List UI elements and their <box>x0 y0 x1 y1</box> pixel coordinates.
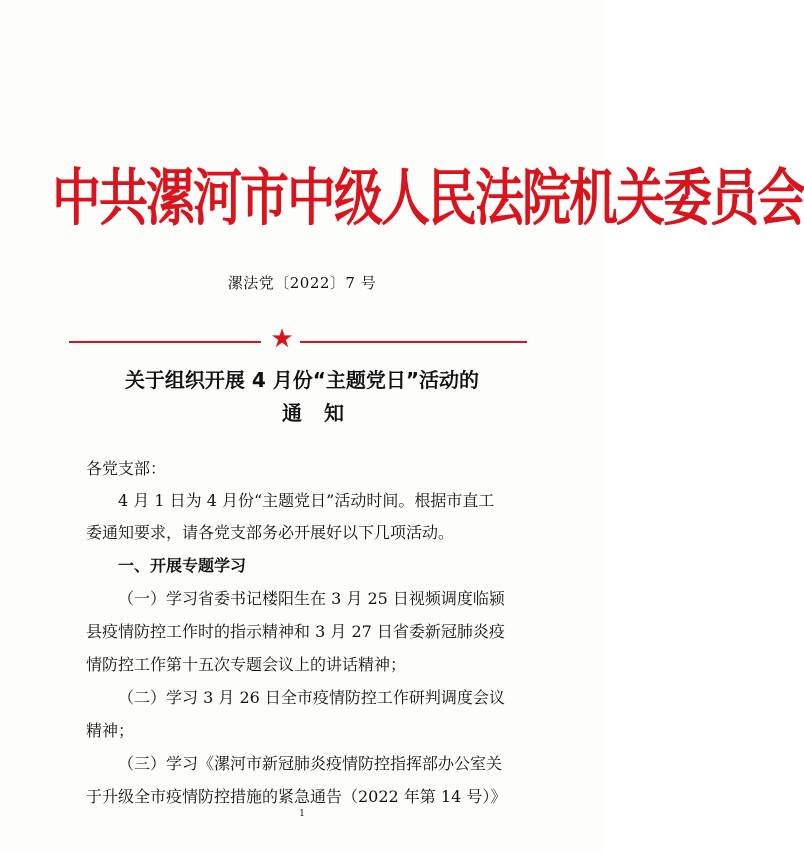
document-number: 漯法党〔2022〕7 号 <box>227 274 377 292</box>
red-divider-left <box>69 341 261 343</box>
notice-title-line-2: 通知 <box>282 401 366 425</box>
list-item-line: （二）学习 3 月 26 日全市疫情防控工作研判调度会议 <box>118 688 505 707</box>
salutation: 各党支部： <box>86 459 167 478</box>
notice-title-line-1: 关于组织开展 4 月份“主题党日”活动的 <box>124 368 480 392</box>
list-item-line: 于升级全市疫情防控措施的紧急通告（2022 年第 14 号）》 <box>86 787 507 806</box>
issuer-title: 中共漯河市中级人民法院机关委员会 <box>52 161 804 234</box>
list-item-line: 县疫情防控工作时的指示精神和 3 月 27 日省委新冠肺炎疫 <box>86 622 505 641</box>
list-item-line: （一）学习省委书记楼阳生在 3 月 25 日视频调度临颍 <box>118 589 505 608</box>
red-divider-right <box>300 341 527 343</box>
page-number: 1 <box>299 809 305 819</box>
list-item-line: 情防控工作第十五次专题会议上的讲话精神； <box>86 655 407 674</box>
section-heading: 一、开展专题学习 <box>118 556 247 575</box>
paragraph-line: 委通知要求，请各党支部务必开展好以下几项活动。 <box>86 523 455 542</box>
list-item-line: （三）学习《漯河市新冠肺炎疫情防控指挥部办公室关 <box>118 754 503 773</box>
list-item-line: 精神； <box>86 721 135 740</box>
star-icon: ★ <box>270 324 294 354</box>
paragraph-line: 4 月 1 日为 4 月份“主题党日”活动时间。根据市直工 <box>118 491 495 510</box>
